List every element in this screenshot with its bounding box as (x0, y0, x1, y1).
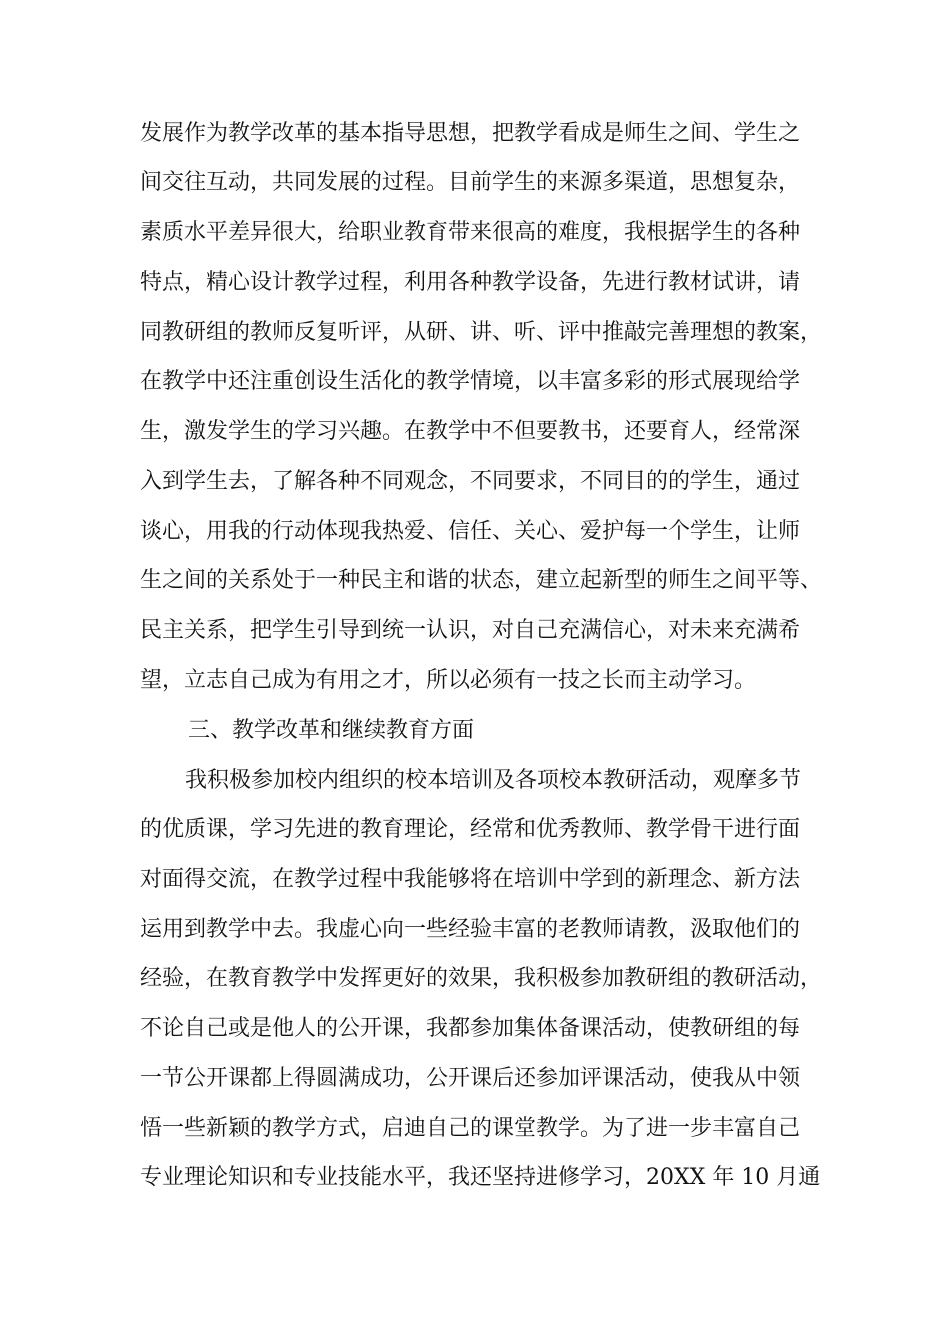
text-line: 的优质课，学习先进的教育理论，经常和优秀教师、教学骨干进行面 (140, 817, 801, 842)
text-line: 同教研组的教师反复听评，从研、讲、听、评中推敲完善理想的教案， (140, 320, 823, 345)
text-line: 经验，在教育教学中发挥更好的效果，我积极参加教研组的教研活动， (140, 966, 823, 991)
text-line: 运用到教学中去。我虚心向一些经验丰富的老教师请教，汲取他们的 (140, 917, 801, 942)
text-line: 发展作为教学改革的基本指导思想，把教学看成是师生之间、学生之 (140, 121, 801, 146)
text-line: 入到学生去，了解各种不同观念，不同要求，不同目的的学生，通过 (140, 469, 801, 494)
text-line: 我积极参加校内组织的校本培训及各项校本教研活动，观摩多节 (185, 768, 802, 793)
text-line: 特点，精心设计教学过程，利用各种教学设备，先进行教材试讲，请 (140, 270, 801, 295)
text-line: 一节公开课都上得圆满成功，公开课后还参加评课活动，使我从中领 (140, 1066, 801, 1091)
text-line: 不论自己或是他人的公开课，我都参加集体备课活动，使教研组的每 (140, 1016, 801, 1041)
text-line: 在教学中还注重创设生活化的教学情境，以丰富多彩的形式展现给学 (140, 369, 801, 394)
text-line: 民主关系，把学生引导到统一认识，对自己充满信心，对未来充满希 (140, 618, 801, 643)
section-heading: 三、教学改革和继续教育方面 (188, 718, 475, 743)
text-line: 专业理论知识和专业技能水平，我还坚持进修学习，20XX 年 10 月通 (140, 1165, 821, 1190)
text-line: 生之间的关系处于一种民主和谐的状态，建立起新型的师生之间平等、 (140, 568, 823, 593)
text-line: 生，激发学生的学习兴趣。在教学中不但要教书，还要育人，经常深 (140, 419, 801, 444)
text-line: 素质水平差异很大，给职业教育带来很高的难度，我根据学生的各种 (140, 220, 801, 245)
text-line: 悟一些新颖的教学方式，启迪自己的课堂教学。为了进一步丰富自己 (140, 1116, 801, 1141)
text-line: 对面得交流，在教学过程中我能够将在培训中学到的新理念、新方法 (140, 867, 801, 892)
text-line: 间交往互动，共同发展的过程。目前学生的来源多渠道，思想复杂， (140, 170, 801, 195)
text-line: 谈心，用我的行动体现我热爱、信任、关心、爱护每一个学生，让师 (140, 519, 801, 544)
text-line: 望，立志自己成为有用之才，所以必须有一技之长而主动学习。 (140, 668, 757, 693)
